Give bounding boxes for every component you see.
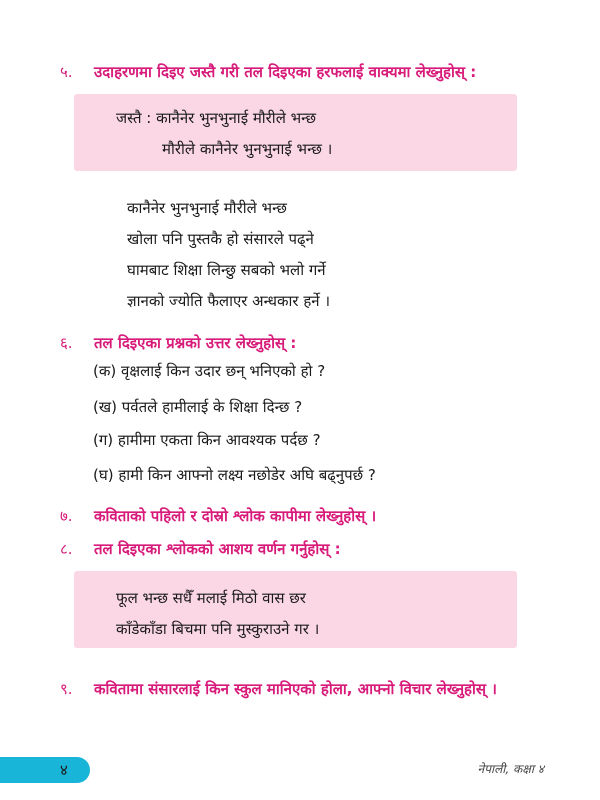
verse-line: फूल भन्छ सधैँ मलाई मिठो वास छर <box>116 589 306 607</box>
question-prompt: उदाहरणमा दिइए जस्तै गरी तल दिइएका हरफलाई वाक्यमा लेख्नुहोस् : <box>94 63 477 81</box>
question-prompt: कवितामा संसारलाई किन स्कुल मानिएको होला, आफ्नो विचार लेख्नुहोस् । <box>94 680 497 698</box>
example-box <box>74 94 517 171</box>
verse-line: काँडेकाँडा बिचमा पनि मुस्कुराउने गर । <box>116 620 320 638</box>
question-5 <box>60 62 476 82</box>
question-prompt: कविताको पहिलो र दोस्रो श्लोक कापीमा लेख्नुहोस् । <box>94 507 377 525</box>
question-item: (ग) हामीमा एकता किन आवश्यक पर्दछ ? <box>93 431 321 449</box>
question-8 <box>60 539 341 559</box>
verse-line: कानैनेर भुनभुनाई मौरीले भन्छ <box>127 199 287 217</box>
verse-line: घामबाट शिक्षा लिन्छु सबको भलो गर्ने <box>127 261 326 279</box>
question-item: (घ) हामी किन आफ्नो लक्ष्य नछोडेर अघि बढ्नुपर्छ ? <box>93 466 376 484</box>
question-number: ७. <box>60 507 73 525</box>
question-7 <box>60 506 376 526</box>
page-number-tab <box>0 757 90 783</box>
question-prompt: तल दिइएका श्लोकको आशय वर्णन गर्नुहोस् : <box>94 540 341 558</box>
question-item: (क) वृक्षलाई किन उदार छन् भनिएको हो ? <box>93 362 326 380</box>
question-item: (ख) पर्वतले हामीलाई के शिक्षा दिन्छ ? <box>93 398 303 416</box>
question-9 <box>60 679 497 699</box>
verse-line: खोला पनि पुस्तकै हो संसारले पढ्ने <box>127 230 314 248</box>
question-prompt: तल दिइएका प्रश्नको उत्तर लेख्नुहोस् : <box>94 334 297 352</box>
page-number: ४ <box>60 761 68 779</box>
question-6 <box>60 333 296 353</box>
question-number: ६. <box>60 334 73 352</box>
example-line: जस्तै : कानैनेर भुनभुनाई मौरीले भन्छ <box>116 109 316 127</box>
verse-line: ज्ञानको ज्योति फैलाएर अन्धकार हर्ने । <box>127 292 331 310</box>
question-number: ८. <box>60 540 73 558</box>
question-number: ९. <box>60 680 73 698</box>
example-line: मौरीले कानैनेर भुनभुनाई भन्छ । <box>162 140 333 158</box>
book-title: नेपाली, कक्षा ४ <box>477 762 544 776</box>
question-number: ५. <box>60 63 73 81</box>
